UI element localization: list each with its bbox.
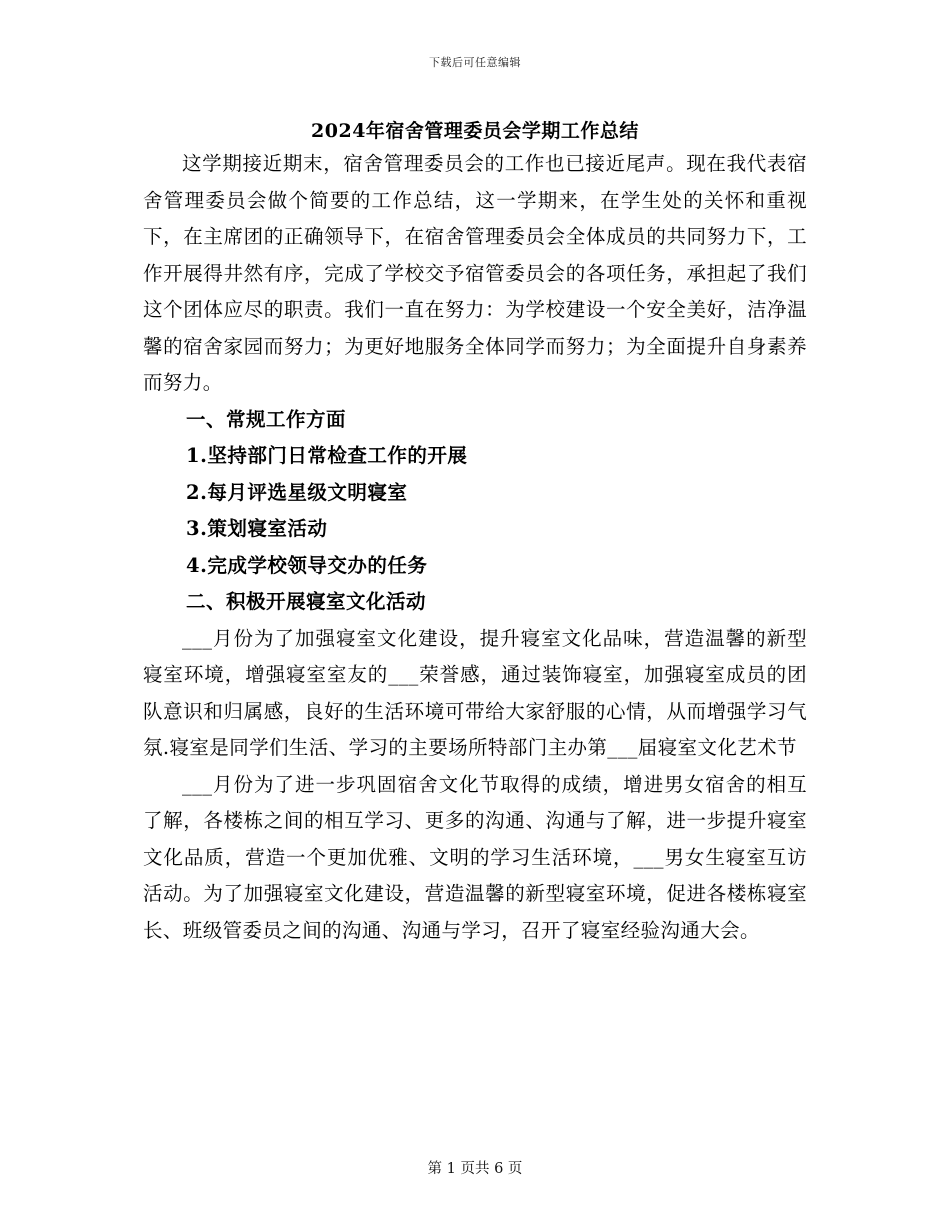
section2-paragraph-1: ___月份为了加强寝室文化建设，提升寝室文化品味，营造温馨的新型寝室环境，增强寝室室友的___荣誉感，通过装饰寝室，加强寝室成员的团队意识和归属感，良好的生活环境可带给大家舒服的心情，从而增强学习气氛.寝室是同学们生活、学习的主要场所特部门主办第___届寝室文化艺术节 [143, 626, 807, 759]
header-note: 下载后可任意编辑 [429, 56, 521, 69]
section1-heading: 一、常规工作方面 [186, 407, 347, 431]
document-body [143, 146, 807, 949]
section1-item-3: 3.策划寝室活动 [186, 517, 328, 540]
section2-paragraph-2: ___月份为了进一步巩固宿舍文化节取得的成绩，增进男女宿舍的相互了解，各楼栋之间的相互学习、更多的沟通、沟通与了解，进一步提升寝室文化品质，营造一个更加优雅、文明的学习生活环境，___男女生寝室互访活动。为了加强寝室文化建设，营造温馨的新型寝室环境，促进各楼栋寝室长、班级管委员之间的沟通、沟通与学习，召开了寝室经验沟通大会。 [143, 772, 807, 942]
document-title: 2024年宿舍管理委员会学期工作总结 [311, 120, 639, 142]
section1-item-4: 4.完成学校领导交办的任务 [186, 553, 428, 577]
intro-paragraph: 这学期接近期末，宿舍管理委员会的工作也已接近尾声。现在我代表宿舍管理委员会做个简要的工作总结，这一学期来，在学生处的关怀和重视下，在主席团的正确领导下，在宿舍管理委员会全体成员的共同努力下，工作开展得井然有序，完成了学校交予宿管委员会的各项任务，承担起了我们这个团体应尽的职责。我们一直在努力：为学校建设一个安全美好，洁净温馨的宿舍家园而努力；为更好地服务全体同学而努力；为全面提升自身素养而努力。 [143, 152, 807, 394]
section2-heading: 二、积极开展寝室文化活动 [186, 590, 427, 613]
section1-item-1: 1.坚持部门日常检查工作的开展 [186, 444, 468, 467]
page-number: 第 1 页共 6 页 [427, 1161, 523, 1177]
section1-item-2: 2.每月评选星级文明寝室 [186, 480, 408, 504]
